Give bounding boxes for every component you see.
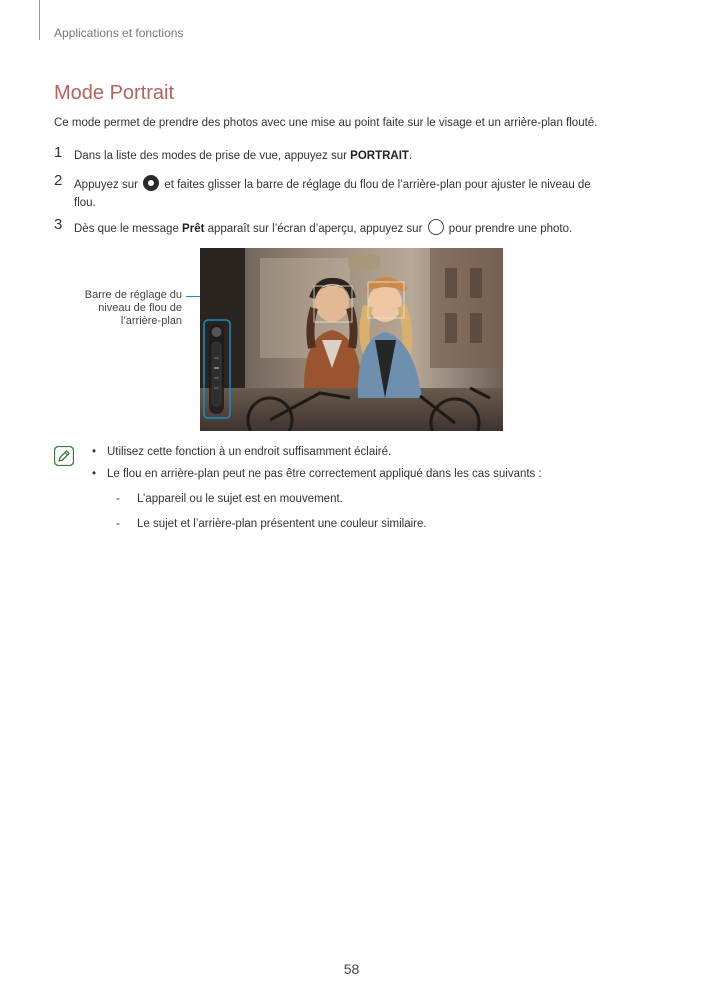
portrait-preview-image xyxy=(200,248,503,431)
step-text: Appuyez sur et faites glisser la barre de réglage du flou de l’arrière-plan pour ajuster le niveau de flou. xyxy=(74,175,591,212)
section-header: Applications et fonctions xyxy=(54,26,184,40)
note-pencil-icon xyxy=(54,446,74,466)
step-text: Dès que le message Prêt apparaît sur l’écran d’aperçu, appuyez sur pour prendre une photo. xyxy=(74,219,572,238)
intro-text: Ce mode permet de prendre des photos avec une mise au point faite sur le visage et un arrière-plan flouté. xyxy=(54,117,598,129)
blur-bar-callout: Barre de réglage du niveau de flou de l’arrière-plan xyxy=(84,289,182,327)
step-number: 1 xyxy=(54,144,63,161)
step-number: 2 xyxy=(54,172,63,189)
page-number: 58 xyxy=(343,961,360,977)
step-number: 3 xyxy=(54,216,63,233)
shutter-button-icon xyxy=(428,219,444,235)
step-text: Dans la liste des modes de prise de vue, appuyez sur PORTRAIT. xyxy=(74,150,413,162)
blur-effect-icon xyxy=(143,175,159,191)
header-rule xyxy=(39,0,40,40)
page-title: Mode Portrait xyxy=(54,82,175,104)
